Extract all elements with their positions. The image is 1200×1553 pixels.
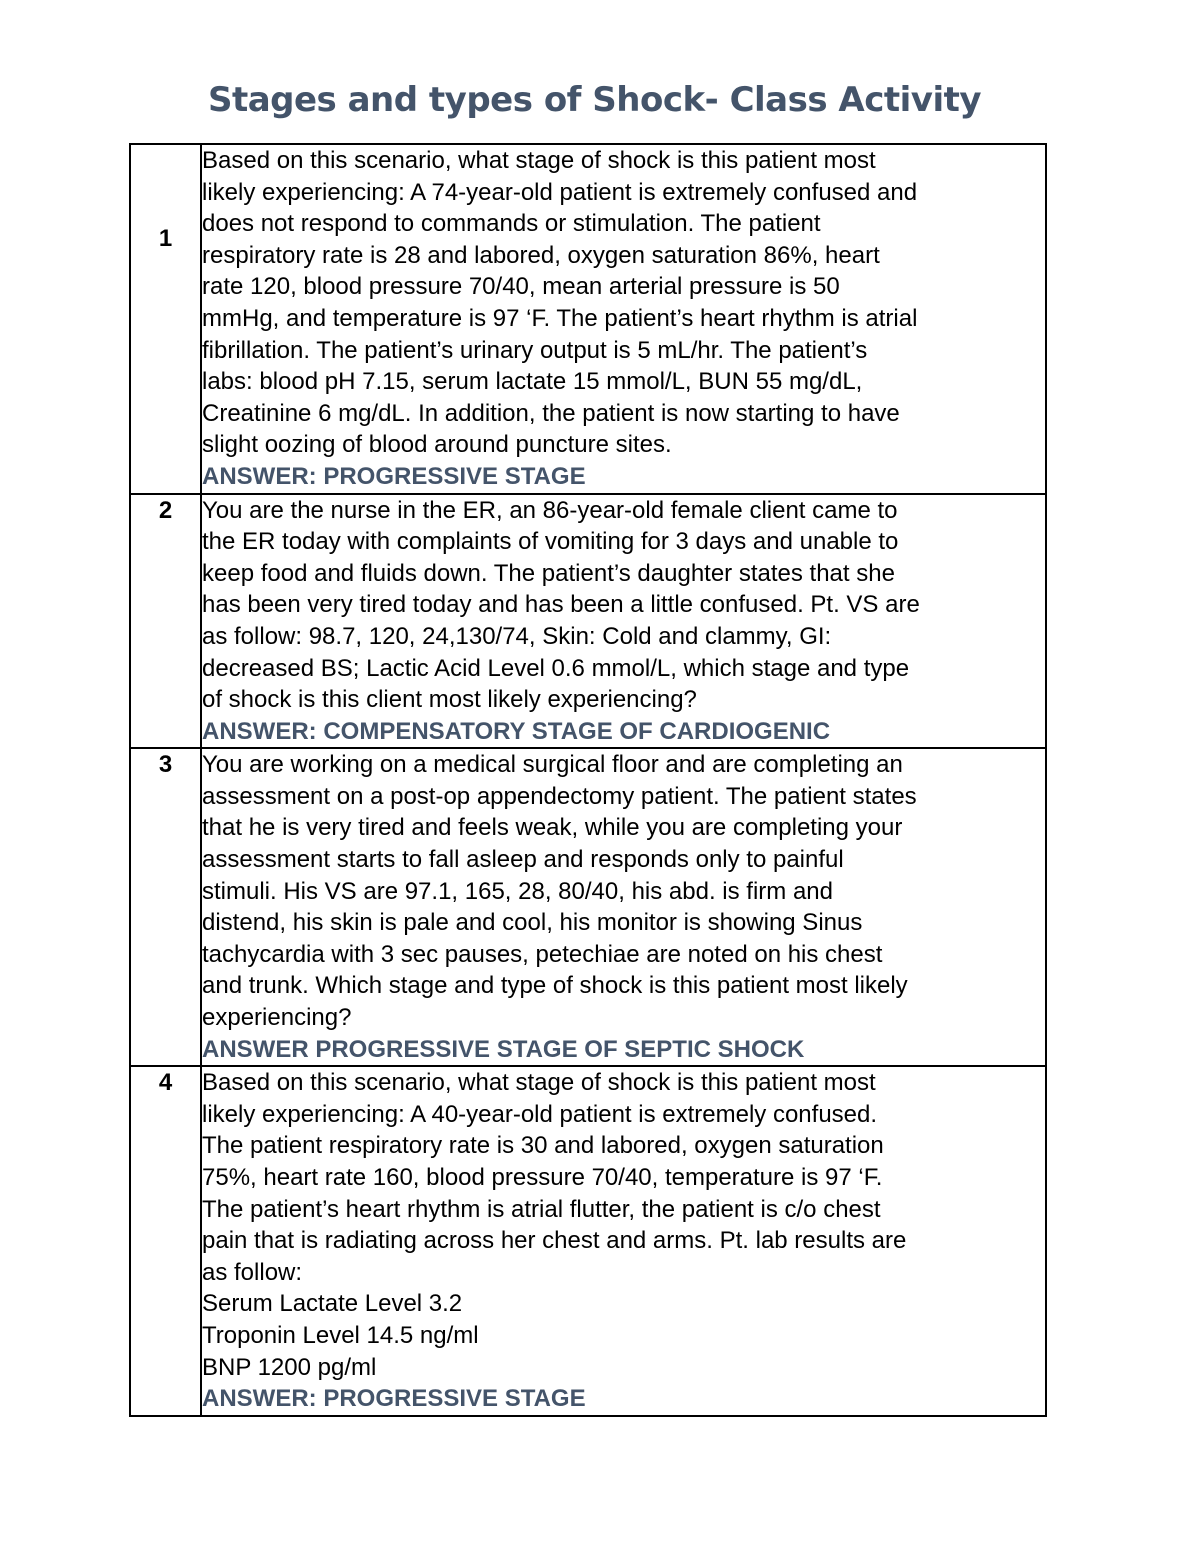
question-text-line: respiratory rate is 28 and labored, oxygen saturation 86%, heart [202,241,880,269]
answer-text: ANSWER PROGRESSIVE STAGE OF SEPTIC SHOCK [202,1035,805,1063]
question-text-line: mmHg, and temperature is 97 ‘F. The patient’s heart rhythm is atrial [202,304,918,332]
question-text-line: stimuli. His VS are 97.1, 165, 28, 80/40, his abd. is firm and [202,877,833,905]
question-cell [201,748,1046,1066]
question-text-line: You are working on a medical surgical floor and are completing an [202,751,903,779]
question-text-line: fibrillation. The patient’s urinary output is 5 mL/hr. The patient’s [202,336,868,364]
question-text-line: 75%, heart rate 160, blood pressure 70/40, temperature is 97 ‘F. [202,1164,883,1191]
page-title: Stages and types of Shock- Class Activity [207,80,982,120]
answer-text: ANSWER: PROGRESSIVE STAGE [202,1385,586,1413]
question-text-line: as follow: 98.7, 120, 24,130/74, Skin: Cold and clammy, GI: [202,622,832,650]
question-text-line: keep food and fluids down. The patient’s daughter states that she [202,559,895,587]
question-text-line: assessment starts to fall asleep and responds only to painful [202,846,844,874]
question-text-line: Troponin Level 14.5 ng/ml [202,1321,479,1349]
question-cell [201,494,1046,749]
question-text-line: of shock is this client most likely experiencing? [202,686,697,714]
question-text-line: The patient respiratory rate is 30 and labored, oxygen saturation [202,1132,884,1160]
table-row [130,144,1046,494]
question-text-line: Serum Lactate Level 3.2 [202,1290,463,1318]
question-text-line: The patient’s heart rhythm is atrial flutter, the patient is c/o chest [202,1195,881,1223]
question-text-line: You are the nurse in the ER, an 86-year-old female client came to [202,496,898,524]
question-text-line: distend, his skin is pale and cool, his monitor is showing Sinus [202,909,863,937]
question-text-line: pain that is radiating across her chest and arms. Pt. lab results are [202,1227,907,1255]
question-text-line: tachycardia with 3 sec pauses, petechiae are noted on his chest [202,940,883,968]
answer-text: ANSWER: COMPENSATORY STAGE OF CARDIOGENIC [202,717,831,745]
question-text-line: rate 120, blood pressure 70/40, mean arterial pressure is 50 [202,273,840,301]
question-text-line: Creatinine 6 mg/dL. In addition, the patient is now starting to have [202,399,900,427]
question-text-line: assessment on a post-op appendectomy patient. The patient states [202,782,917,810]
question-text-line: decreased BS; Lactic Acid Level 0.6 mmol/L, which stage and type [202,654,910,682]
question-number: 4 [130,1066,201,1416]
question-text-line: Based on this scenario, what stage of shock is this patient most [202,1069,876,1097]
question-number: 3 [130,748,201,1066]
table-row [130,1066,1046,1416]
table-row [130,748,1046,1066]
question-text-line: does not respond to commands or stimulation. The patient [202,210,821,238]
question-text-line: Based on this scenario, what stage of shock is this patient most [202,147,876,174]
question-text-line: likely experiencing: A 40-year-old patient is extremely confused. [202,1100,878,1128]
answer-text: ANSWER: PROGRESSIVE STAGE [202,462,586,490]
question-text-line: likely experiencing: A 74-year-old patient is extremely confused and [202,178,918,206]
question-text-line: and trunk. Which stage and type of shock is this patient most likely [202,972,908,1000]
question-number: 2 [130,494,201,749]
question-text-line: BNP 1200 pg/ml [202,1353,377,1381]
question-text-line: slight oozing of blood around puncture sites. [202,431,672,459]
table-body [130,144,1046,1416]
question-text-line: labs: blood pH 7.15, serum lactate 15 mmol/L, BUN 55 mg/dL, [202,368,863,396]
question-text-line: that he is very tired and feels weak, while you are completing your [202,814,903,842]
table-row [130,494,1046,749]
question-cell [201,1066,1046,1416]
question-number: 1 [130,144,201,494]
question-text-line: has been very tired today and has been a little confused. Pt. VS are [202,591,920,619]
question-text-line: as follow: [202,1258,303,1286]
question-text-line: the ER today with complaints of vomiting for 3 days and unable to [202,528,899,556]
activity-table [129,143,1047,1417]
question-cell [201,144,1046,494]
question-text-line: experiencing? [202,1004,352,1032]
